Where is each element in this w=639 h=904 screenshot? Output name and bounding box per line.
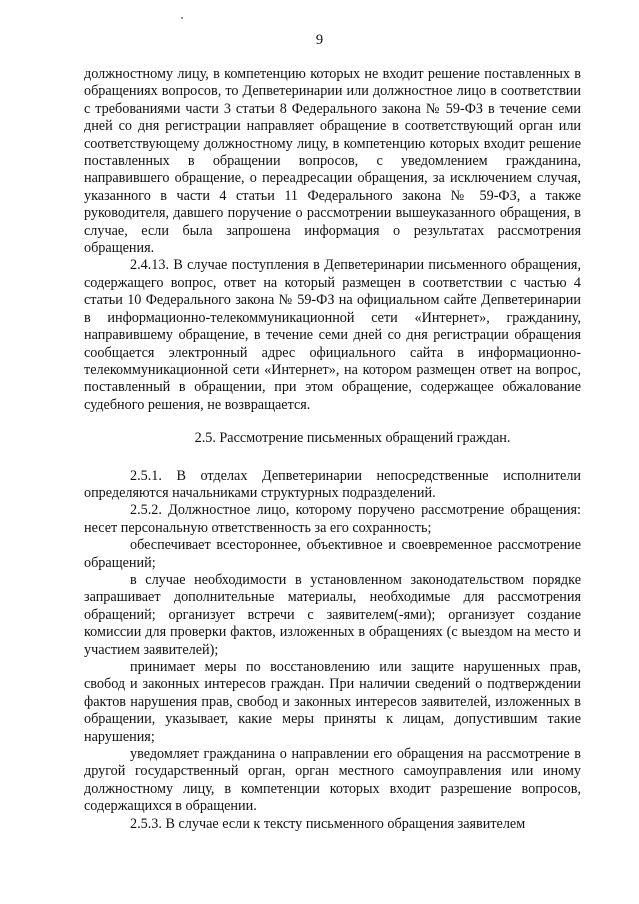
page-number: 9	[315, 32, 324, 48]
section-heading-2-5: 2.5. Рассмотрение письменных обращений граждан.	[194, 430, 511, 447]
paragraph-2-5-3: 2.5.3. В случае если к тексту письменного обращения заявителем	[130, 815, 526, 832]
paragraph-2-5-2: 2.5.2. Должностное лицо, которому поручено рассмотрение обращения: несет персональную ответственность за его сохранность;	[84, 502, 581, 536]
paragraph-2-4-13: 2.4.13. В случае поступления в Депветеринарии письменного обращения, содержащего вопрос, ответ на который размещен в соответствии с частью 4 статьи 10 Федерального закона № 59-ФЗ на официальном сайте Депветеринарии в информационно-телекоммуникационной сети «Интернет», гражданину, направившему обращение, в течение семи дней со дня регистрации обращения сообщается электронный адрес официального сайта в информационно-телекоммуникационной сети «Интернет», на котором размещен ответ на вопрос, поставленный в обращении, при этом обращение, содержащее обжалование судебного решения, не возвращается.	[84, 257, 581, 413]
paragraph-duty-request: в случае необходимости в установленном законодательством порядке запрашивает дополнительные материалы, необходимые для рассмотрения обращений; организует встречи с заявителем(-ями); организует создание комиссии для проверки фактов, изложенных в обращениях (с выездом на место и участием заявителей);	[84, 571, 581, 658]
paragraph-continuation: должностному лицу, в компетенцию которых не входит решение поставленных в обращениях вопросов, то Депветеринарии или должностное лицо в соответствии с требованиями части 3 статьи 8 Федерального закона № 59-ФЗ в течение семи дней со дня регистрации направляет обращение в соответствующий орган или соответствующему должностному лицу, в компетенцию которых входит решение поставленных в обращении вопросов, с уведомлением гражданина, направившего обращение, о переадресации обращения, за исключением случая, указанного в части 4 статьи 11 Федерального закона № 59-ФЗ, а также руководителя, давшего поручение о рассмотрении вышеуказанного обращения, в случае, если была запрошена информация о результатах рассмотрения обращения.	[84, 66, 581, 257]
paragraph-2-5-1: 2.5.1. В отделах Депветеринарии непосредственные исполнители определяются начальниками структурных подразделений.	[84, 467, 581, 501]
paragraph-duty-review: обеспечивает всестороннее, объективное и своевременное рассмотрение обращений;	[84, 537, 581, 571]
paragraph-duty-notify: уведомляет гражданина о направлении его обращения на рассмотрение в другой государственный орган, орган местного самоуправления или иному должностному лицу, в компетенции которых входит разрешение вопросов, содержащихся в обращении.	[84, 746, 581, 815]
scan-speck	[181, 17, 183, 19]
paragraph-duty-restore: принимает меры по восстановлению или защите нарушенных прав, свобод и законных интересов граждан. При наличии сведений о подтверждении фактов нарушения прав, свобод и законных интересов заявителей, изложенных в обращении, указывает, какие меры приняты к лицам, допустившим такие нарушения;	[84, 659, 581, 745]
document-body	[84, 66, 581, 833]
